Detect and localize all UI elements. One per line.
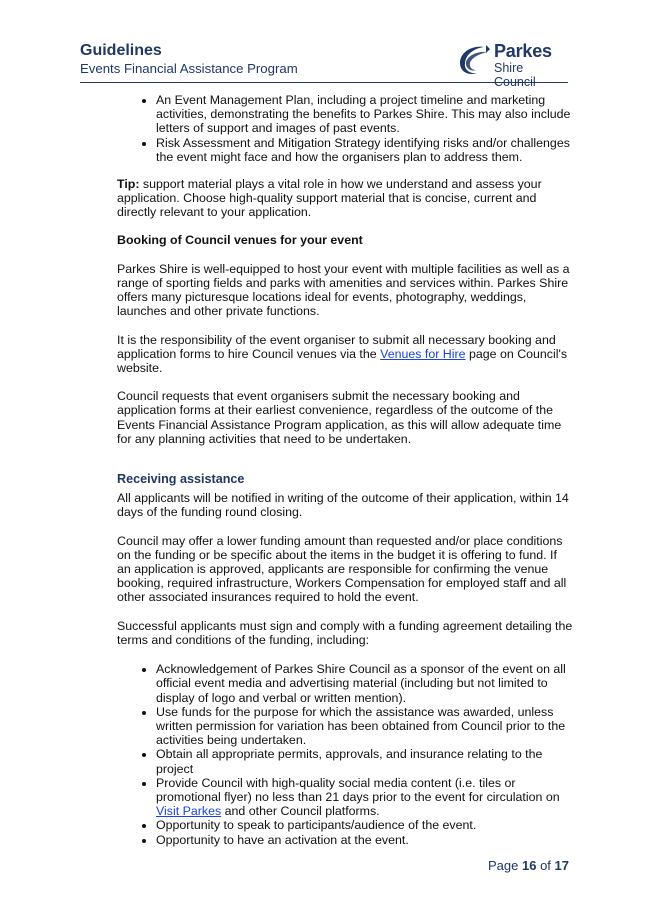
assistance-paragraph-1: All applicants will be notified in writing of the outcome of their application, within 14 days of the funding round closing. (117, 491, 569, 520)
venues-paragraph-2 (117, 333, 573, 376)
venues-paragraph-3: Council requests that event organisers submit the necessary booking and application forms at their earliest convenience, regardless of the outcome of the Events Financial Assistance Program application, as this will allow adequate time for any planning activities that need to be undertaken. (117, 389, 562, 446)
tip-paragraph (117, 177, 573, 220)
list-item: • Risk Assessment and Mitigation Strategy identifying risks and/or challenges the event might face and how the organisers plan to address them. (156, 136, 573, 164)
list-item-text: Provide Council with high-quality social media content (i.e. tiles or promotional flyer) no less than 21 days prior to the event for circulation on (156, 775, 560, 804)
visit-parkes-link[interactable]: Visit Parkes (156, 804, 222, 819)
tip-text: support material plays a vital role in how we understand and assess your application. Choose high-quality support material that is concise, current and directly relevant to your application. (117, 177, 542, 220)
list-item: • Opportunity to speak to participants/audience of the event. (156, 818, 573, 832)
current-page: 16 (521, 858, 537, 873)
swoosh-logo-icon (456, 43, 492, 77)
council-logo (456, 41, 568, 89)
list-item: • Opportunity to have an activation at the event. (156, 833, 573, 847)
of-word: of (536, 858, 555, 873)
page-number (488, 858, 569, 873)
page-word: Page (488, 858, 522, 873)
venues-p2-text: It is the responsibility of the event organiser to submit all necessary booking and application forms to hire Council venues via the (117, 332, 556, 361)
logo-name: Parkes (494, 41, 552, 61)
venues-for-hire-link[interactable]: Venues for Hire (380, 346, 466, 361)
list-item (156, 776, 573, 819)
assistance-paragraph-2: Council may offer a lower funding amount than requested and/or place conditions on the funding or be specific about the items in the budget it is offering to fund. If an application is approved, applicants are responsible for confirming the venue booking, required infrastructure, Workers Compensation for employed staff and all other associated insurances required to hold the event. (117, 533, 567, 605)
tip-label: Tip: (117, 177, 140, 192)
page-header (80, 41, 568, 89)
venues-heading: Booking of Council venues for your event (117, 232, 363, 247)
list-item: • Acknowledgement of Parkes Shire Council as a sponsor of the event on all official event media and advertising material (including but not limited to display of logo and verbal or written mention). (156, 662, 573, 705)
document-title: Guidelines (80, 42, 162, 59)
receiving-assistance-heading: Receiving assistance (117, 472, 245, 487)
list-item: • Obtain all appropriate permits, approvals, and insurance relating to the project (156, 747, 573, 775)
funding-conditions-list (117, 662, 573, 847)
venues-p2-text-end: page on Council's website. (117, 346, 568, 376)
list-item-text-end: and other Council platforms. (221, 804, 380, 819)
logo-subtitle: Shire Council (494, 61, 536, 89)
support-material-list (117, 93, 573, 164)
document-subtitle: Events Financial Assistance Program (80, 61, 298, 76)
list-item: • Use funds for the purpose for which the assistance was awarded, unless written permission for variation has been obtained from Council prior to the activities being undertaken. (156, 705, 573, 748)
venues-paragraph-1: Parkes Shire is well-equipped to host your event with multiple facilities as well as a range of sporting fields and parks with amenities and services within. Parkes Shire offers many picturesque locations ideal for events, photography, weddings, launches and other private functions. (117, 261, 570, 319)
page-content (117, 93, 573, 847)
total-pages: 17 (554, 858, 569, 873)
assistance-paragraph-3: Successful applicants must sign and comply with a funding agreement detailing the terms and conditions of the funding, including: (117, 618, 573, 647)
list-item: • An Event Management Plan, including a project timeline and marketing activities, demonstrating the benefits to Parkes Shire. This may also include letters of support and images of past events. (156, 93, 573, 136)
